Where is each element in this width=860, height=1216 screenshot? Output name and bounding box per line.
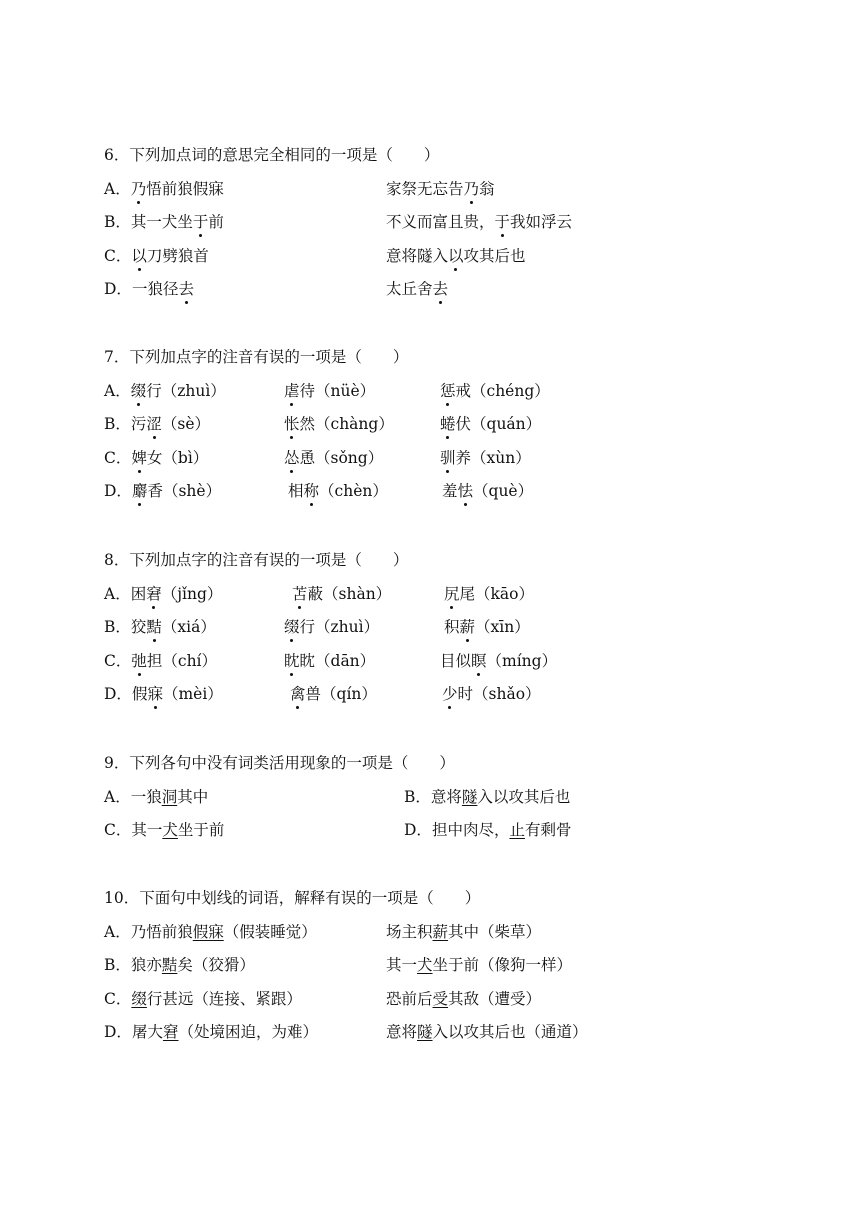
option-a-item-2: 虐待（nüè）: [284, 381, 376, 400]
emphasis-dot-char: 麝: [131, 482, 148, 501]
option-row: [104, 786, 824, 808]
option-b-item-3: 蜷伏（quán）: [440, 415, 542, 434]
emphasis-dot-char: 瞑: [471, 651, 487, 670]
question-stem: 10．下面句中划线的词语，解释有误的一项是（ ）: [104, 889, 481, 907]
emphasis-dot-char: 称: [303, 482, 320, 501]
option-row: [104, 413, 824, 435]
question-stem: 7．下列加点字的注音有误的一项是（ ）: [104, 348, 409, 366]
underlined-word: 窘: [162, 1023, 179, 1042]
emphasis-dot-char: 怅: [284, 415, 300, 434]
option-c-item-2: 眈眈（dān）: [284, 651, 376, 670]
emphasis-dot-char: 少: [442, 685, 458, 704]
option-a-item-3: 惩戒（chéng）: [440, 381, 550, 400]
option-b-item-2: 怅然（chàng）: [284, 415, 394, 434]
emphasis-dot-char: 乃: [130, 179, 147, 198]
emphasis-dot-char: 尻: [444, 584, 460, 603]
option-a: A．一狼洞其中: [104, 787, 209, 806]
underlined-word: 犬: [417, 956, 433, 975]
emphasis-dot-char: 以: [448, 246, 464, 265]
option-c-item-2: 怂恿（sǒng）: [284, 448, 384, 467]
option-b-right: 其一犬坐于前（像狗一样）: [386, 956, 573, 975]
option-c-right: 恐前后受其敌（遭受）: [386, 989, 542, 1008]
question-stem: 9．下列各句中没有词类活用现象的一项是（ ）: [104, 754, 455, 772]
option-d-right: 太丘舍去: [386, 280, 449, 299]
option-b: B．狡黠（xiá）: [104, 618, 216, 637]
emphasis-dot-char: 弛: [131, 651, 147, 670]
option-row: [104, 988, 824, 1010]
underlined-word: 犬: [162, 821, 178, 840]
underlined-word: 薪: [432, 922, 449, 941]
emphasis-dot-char: 乃: [463, 179, 480, 198]
option-b-right: 不义而富且贵，于我如浮云: [386, 213, 573, 232]
emphasis-dot-char: 薪: [459, 618, 476, 637]
option-c-right: 意将隧入以攻其后也: [386, 246, 526, 265]
emphasis-dot-char: 缀: [284, 618, 300, 637]
emphasis-dot-char: 窘: [146, 584, 162, 603]
option-row: [104, 211, 824, 233]
emphasis-dot-char: 黠: [146, 618, 162, 637]
emphasis-dot-char: 驯: [440, 448, 456, 467]
emphasis-dot-char: 寐: [147, 685, 163, 704]
option-row: [104, 921, 824, 943]
option-c-left: C．以刀劈狼首: [104, 246, 209, 265]
question-stem: 6．下列加点词的意思完全相同的一项是（ ）: [104, 146, 440, 164]
option-b: B．污涩（sè）: [104, 415, 211, 434]
option-row: [104, 178, 824, 200]
option-a-right: 场主积薪其中（柴草）: [386, 922, 542, 941]
question-7: [104, 346, 824, 502]
option-c: C．婢女（bì）: [104, 448, 209, 467]
emphasis-dot-char: 以: [131, 246, 147, 265]
emphasis-dot-char: 于: [494, 213, 511, 232]
option-a-item-3: 尻尾（kāo）: [444, 584, 534, 603]
option-d-item-3: 羞怯（què）: [442, 482, 534, 501]
underlined-word: 受: [432, 989, 449, 1008]
option-d-right: 意将隧入以攻其后也（通道）: [386, 1023, 588, 1042]
option-row: [104, 683, 824, 705]
option-b-item-3: 积薪（xīn）: [444, 618, 530, 637]
emphasis-dot-char: 婢: [131, 448, 147, 467]
option-row: [104, 819, 824, 841]
option-d: D．假寐（mèi）: [104, 685, 223, 704]
option-d-item-2: 禽兽（qín）: [290, 685, 377, 704]
emphasis-dot-char: 涩: [146, 415, 162, 434]
option-d: D．麝香（shè）: [104, 482, 222, 501]
option-c-item-3: 驯养（xùn）: [440, 448, 531, 467]
emphasis-dot-char: 蜷: [440, 415, 456, 434]
option-row: [104, 1021, 824, 1043]
option-d-item-3: 少时（shǎo）: [442, 685, 541, 704]
option-d-item-2: 相称（chèn）: [288, 482, 388, 501]
option-row: [104, 447, 824, 469]
option-row: [104, 245, 824, 267]
emphasis-dot-char: 怯: [457, 482, 474, 501]
option-c: C．弛担（chí）: [104, 651, 218, 670]
option-a-left: A．乃悟前狼假寐: [104, 179, 224, 198]
option-c: C．其一犬坐于前: [104, 821, 225, 840]
question-6: [104, 144, 824, 300]
option-row: [104, 278, 824, 300]
emphasis-dot-char: 于: [192, 213, 209, 232]
option-d-left: D．一狼径去: [104, 280, 194, 299]
option-a-left: A．乃悟前狼假寐（假装睡觉）: [104, 922, 317, 941]
emphasis-dot-char: 禽: [290, 685, 306, 704]
option-c-left: C．缀行甚远（连接、紧跟）: [104, 989, 302, 1008]
option-b-left: B．狼亦黠矣（狡猾）: [104, 956, 255, 975]
option-c-item-3: 目似瞑（míng）: [440, 651, 558, 670]
question-9: [104, 752, 824, 841]
emphasis-dot-char: 缀: [130, 381, 147, 400]
underlined-word: 假寐: [192, 922, 224, 941]
option-row: [104, 650, 824, 672]
emphasis-dot-char: 惩: [440, 381, 456, 400]
option-b-item-2: 缀行（zhuì）: [284, 618, 380, 637]
emphasis-dot-char: 眈: [284, 651, 300, 670]
option-a: A．困窘（jǐng）: [104, 584, 223, 603]
question-10: [104, 887, 824, 1043]
emphasis-dot-char: 苫: [292, 584, 308, 603]
emphasis-dot-char: 去: [178, 280, 194, 299]
option-row: [104, 380, 824, 402]
option-b: B．意将隧入以攻其后也: [404, 787, 571, 806]
question-8: [104, 549, 824, 705]
option-row: [104, 583, 824, 605]
underlined-word: 缀: [131, 989, 147, 1008]
option-row: [104, 954, 824, 976]
option-b-left: B．其一犬坐于前: [104, 213, 224, 232]
underlined-word: 洞: [161, 787, 178, 806]
underlined-word: 黠: [161, 956, 178, 975]
option-d-left: D．屠大窘（处境困迫，为难）: [104, 1023, 318, 1042]
underlined-word: 隧: [461, 787, 478, 806]
option-a-right: 家祭无忘告乃翁: [386, 179, 495, 198]
option-d: D．担中肉尽，止有剩骨: [404, 821, 572, 840]
option-row: [104, 480, 824, 502]
underlined-word: 隧: [417, 1023, 433, 1042]
emphasis-dot-char: 去: [432, 280, 449, 299]
underlined-word: 止: [509, 821, 525, 840]
emphasis-dot-char: 虐: [284, 381, 300, 400]
option-a-item-2: 苫蔽（shàn）: [292, 584, 392, 603]
option-a: A．缀行（zhuì）: [104, 381, 226, 400]
question-stem: 8．下列加点字的注音有误的一项是（ ）: [104, 551, 409, 569]
option-row: [104, 616, 824, 638]
emphasis-dot-char: 怂: [284, 448, 300, 467]
